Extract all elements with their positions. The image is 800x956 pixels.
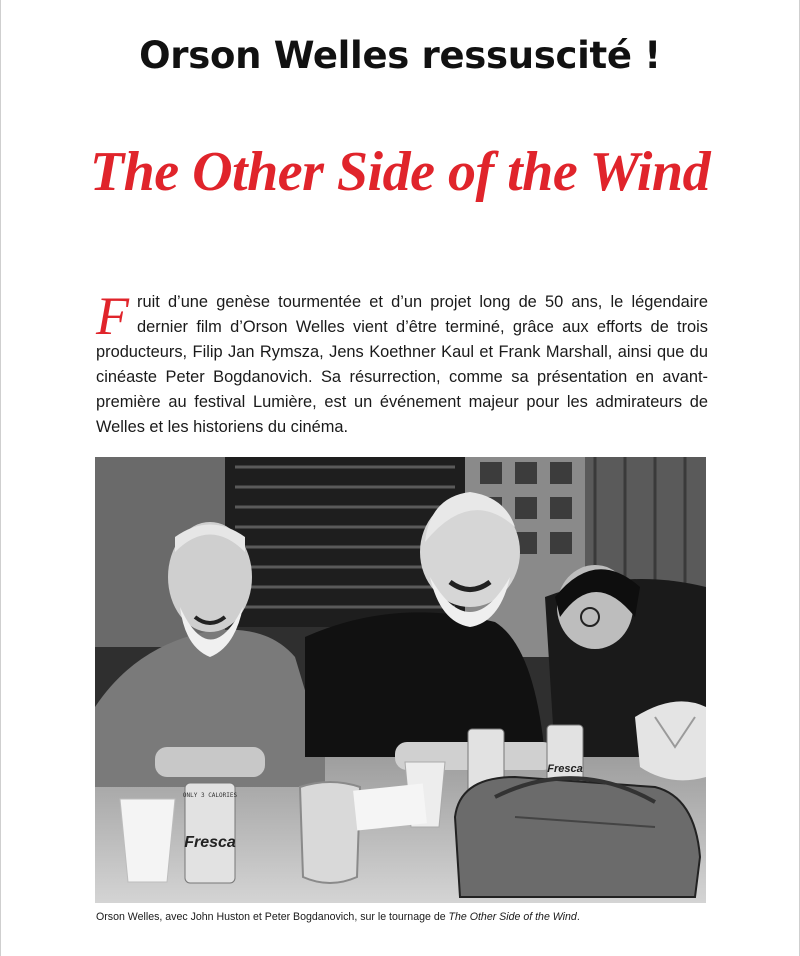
film-title-subtitle: The Other Side of the Wind	[89, 141, 711, 203]
photo-caption	[96, 911, 736, 923]
can-label-right: Fresca	[547, 763, 583, 775]
caption-text: Orson Welles, avec John Huston et Peter Bogdanovich, sur le tournage de	[96, 911, 449, 923]
lead-text: ruit d’une genèse tourmentée et d’un projet long de 50 ans, le légendaire dernier film d’Orson Welles vient d’être terminé, grâce aux efforts de trois producteurs, Filip Jan Rymsza, Jens Koethner Kaul et Frank Marshall, ainsi que du cinéaste Peter Bogdanovich. Sa résurrection, comme sa présentation en avant-première au festival Lumière, est un événement majeur pour les admirateurs de Welles et les historiens du cinéma.	[96, 293, 708, 436]
caption-end: .	[576, 911, 580, 923]
headline: Orson Welles ressuscité !	[139, 34, 661, 77]
lead-paragraph	[96, 286, 708, 440]
drop-cap: F	[96, 286, 129, 346]
film-set-photo	[95, 457, 706, 903]
can-label: Fresca	[184, 834, 236, 851]
can-small-text: ONLY 3 CALORIES	[182, 792, 238, 799]
caption-film-title: The Other Side of the Wind	[448, 911, 577, 923]
